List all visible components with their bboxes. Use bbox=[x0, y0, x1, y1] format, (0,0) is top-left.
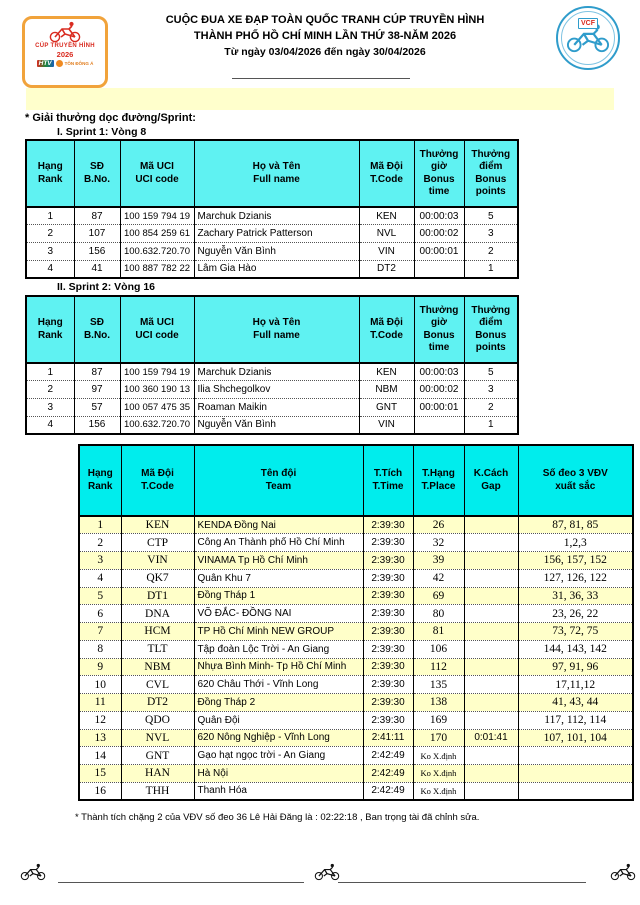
table-row bbox=[26, 399, 518, 417]
table-cell: DT2 bbox=[359, 260, 414, 278]
table-cell: 3 bbox=[26, 399, 74, 417]
sprint-section-title: * Giải thưởng dọc đường/Sprint: bbox=[25, 112, 196, 124]
column-header: Họ và Tên Full name bbox=[194, 296, 359, 363]
table-cell: 32 bbox=[413, 534, 464, 552]
table-cell: 156 bbox=[74, 416, 120, 434]
table-cell: 0:01:41 bbox=[464, 729, 518, 747]
table-cell: 4 bbox=[26, 416, 74, 434]
cyclist-icon bbox=[314, 862, 340, 882]
table-cell bbox=[464, 694, 518, 712]
table-cell: 69 bbox=[413, 587, 464, 605]
table-row bbox=[79, 782, 633, 800]
cyclist-icon bbox=[48, 21, 82, 43]
table-cell: 156 bbox=[74, 243, 120, 261]
table-cell: 2:39:30 bbox=[363, 676, 413, 694]
race-dates: Từ ngày 03/04/2026 đến ngày 30/04/2026 bbox=[224, 46, 426, 58]
table-cell: Zachary Patrick Patterson bbox=[194, 225, 359, 243]
table-cell: 1 bbox=[464, 416, 518, 434]
table-cell: 11 bbox=[79, 694, 121, 712]
table-cell: TLT bbox=[121, 640, 194, 658]
document-header bbox=[110, 12, 540, 60]
table-cell: 2 bbox=[26, 381, 74, 399]
column-header: T.Tích T.Time bbox=[363, 445, 413, 516]
table-cell: 4 bbox=[79, 569, 121, 587]
table-cell: Nhựa Bình Minh- Tp Hồ Chí Minh bbox=[194, 658, 363, 676]
left-logo-title: CÚP TRUYỀN HÌNH bbox=[35, 43, 95, 49]
table-cell: 87 bbox=[74, 207, 120, 225]
table-row bbox=[79, 729, 633, 747]
table-cell: KEN bbox=[359, 363, 414, 381]
table-cell: 9 bbox=[79, 658, 121, 676]
table-row bbox=[26, 416, 518, 434]
column-header: Thưởng giờ Bonus time bbox=[414, 296, 464, 363]
table-row bbox=[26, 363, 518, 381]
table-cell bbox=[464, 765, 518, 783]
htv-logo: HTV bbox=[38, 60, 52, 67]
table-row bbox=[26, 225, 518, 243]
table-cell: Ilia Shchegolkov bbox=[194, 381, 359, 399]
table-cell: Nguyễn Văn Bình bbox=[194, 243, 359, 261]
table-cell: Roaman Maikin bbox=[194, 399, 359, 417]
table-cell bbox=[464, 623, 518, 641]
table-row bbox=[79, 587, 633, 605]
table-cell: TP Hồ Chí Minh NEW GROUP bbox=[194, 623, 363, 641]
table-cell: 5 bbox=[464, 363, 518, 381]
table-cell: VINAMA Tp Hồ Chí Minh bbox=[194, 552, 363, 570]
table-cell bbox=[464, 676, 518, 694]
table-cell: 3 bbox=[464, 225, 518, 243]
table-cell: 3 bbox=[464, 381, 518, 399]
cup-truyen-hinh-logo bbox=[22, 16, 108, 88]
page-title-line1: CUỘC ĐUA XE ĐẠP TOÀN QUỐC TRANH CÚP TRUYỀN HÌNH bbox=[165, 14, 485, 26]
signature-line bbox=[58, 882, 304, 883]
table-cell bbox=[464, 640, 518, 658]
table-cell bbox=[464, 516, 518, 534]
table-row bbox=[79, 605, 633, 623]
table-cell: 2:39:30 bbox=[363, 516, 413, 534]
left-logo-year: 2026 bbox=[56, 50, 74, 59]
table-cell: 14 bbox=[79, 747, 121, 765]
table-cell: NBM bbox=[359, 381, 414, 399]
table-cell: 100 360 190 13 bbox=[120, 381, 194, 399]
table-row bbox=[79, 623, 633, 641]
table-cell: Ko X.định bbox=[413, 782, 464, 800]
table-cell bbox=[518, 765, 633, 783]
table-cell: 2:42:49 bbox=[363, 747, 413, 765]
table-cell: 100.632.720.70 bbox=[120, 416, 194, 434]
table-cell: 1 bbox=[26, 207, 74, 225]
table-cell: DNA bbox=[121, 605, 194, 623]
table-cell: 81 bbox=[413, 623, 464, 641]
table-cell: 13 bbox=[79, 729, 121, 747]
table-cell: 2:39:30 bbox=[363, 640, 413, 658]
table-cell: 97, 91, 96 bbox=[518, 658, 633, 676]
table-cell: CVL bbox=[121, 676, 194, 694]
table-cell: Công An Thành phố Hồ Chí Minh bbox=[194, 534, 363, 552]
table-cell: Hà Nội bbox=[194, 765, 363, 783]
table-cell: 2:39:30 bbox=[363, 658, 413, 676]
table-cell: 57 bbox=[74, 399, 120, 417]
table-cell bbox=[414, 260, 464, 278]
table-cell: 156, 157, 152 bbox=[518, 552, 633, 570]
table-cell: Đồng Tháp 1 bbox=[194, 587, 363, 605]
table-row bbox=[79, 765, 633, 783]
table-cell: 138 bbox=[413, 694, 464, 712]
table-cell: 41 bbox=[74, 260, 120, 278]
ton-dong-a-icon bbox=[56, 60, 63, 67]
column-header: SĐ B.No. bbox=[74, 296, 120, 363]
table-row bbox=[26, 207, 518, 225]
table-cell: GNT bbox=[121, 747, 194, 765]
table-cell: Quân Đội bbox=[194, 711, 363, 729]
table-cell: 106 bbox=[413, 640, 464, 658]
table-cell: HCM bbox=[121, 623, 194, 641]
table-cell: 2 bbox=[464, 243, 518, 261]
table-cell bbox=[464, 747, 518, 765]
table-cell: Marchuk Dzianis bbox=[194, 363, 359, 381]
table-cell: 2:39:30 bbox=[363, 569, 413, 587]
table-cell: 00:00:03 bbox=[414, 363, 464, 381]
table-cell: 00:00:02 bbox=[414, 225, 464, 243]
table-cell bbox=[464, 658, 518, 676]
column-header: Mã Đội T.Code bbox=[121, 445, 194, 516]
table-row bbox=[79, 516, 633, 534]
table-cell: 2 bbox=[464, 399, 518, 417]
table-cell: 87 bbox=[74, 363, 120, 381]
table-cell: 100 159 794 19 bbox=[120, 207, 194, 225]
table-cell: Tập đoàn Lộc Trời - An Giang bbox=[194, 640, 363, 658]
table-cell: 170 bbox=[413, 729, 464, 747]
table-cell: KEN bbox=[359, 207, 414, 225]
table-cell: 117, 112, 114 bbox=[518, 711, 633, 729]
table-cell: DT1 bbox=[121, 587, 194, 605]
vcf-logo bbox=[556, 6, 620, 70]
table-cell: 100 159 794 19 bbox=[120, 363, 194, 381]
table-cell: 2:39:30 bbox=[363, 623, 413, 641]
table-cell: 41, 43, 44 bbox=[518, 694, 633, 712]
column-header: Họ và Tên Full name bbox=[194, 140, 359, 207]
table-cell: VIN bbox=[121, 552, 194, 570]
table-cell: 16 bbox=[79, 782, 121, 800]
sprint2-title: II. Sprint 2: Vòng 16 bbox=[57, 281, 156, 293]
highlight-bar bbox=[26, 88, 614, 110]
table-row bbox=[79, 658, 633, 676]
table-cell bbox=[464, 569, 518, 587]
table-cell: 100 887 782 22 bbox=[120, 260, 194, 278]
table-cell: 2 bbox=[26, 225, 74, 243]
table-cell: 00:00:02 bbox=[414, 381, 464, 399]
table-cell: Thanh Hóa bbox=[194, 782, 363, 800]
table-cell: 39 bbox=[413, 552, 464, 570]
table-cell: 17,11,12 bbox=[518, 676, 633, 694]
table-cell: 8 bbox=[79, 640, 121, 658]
table-cell: 100 057 475 35 bbox=[120, 399, 194, 417]
table-cell: 144, 143, 142 bbox=[518, 640, 633, 658]
table-cell: NBM bbox=[121, 658, 194, 676]
table-row bbox=[79, 676, 633, 694]
column-header: Thưởng điểm Bonus points bbox=[464, 296, 518, 363]
table-cell bbox=[464, 605, 518, 623]
table-cell: 3 bbox=[79, 552, 121, 570]
table-cell: THH bbox=[121, 782, 194, 800]
cyclist-icon bbox=[20, 862, 46, 882]
table-cell: Lâm Gia Hào bbox=[194, 260, 359, 278]
table-cell: 1,2,3 bbox=[518, 534, 633, 552]
column-header: Mã UCI UCI code bbox=[120, 296, 194, 363]
column-header: Số đeo 3 VĐV xuất sắc bbox=[518, 445, 633, 516]
table-cell: 42 bbox=[413, 569, 464, 587]
table-cell: 4 bbox=[26, 260, 74, 278]
table-cell: Đồng Tháp 2 bbox=[194, 694, 363, 712]
table-cell: 620 Châu Thới - Vĩnh Long bbox=[194, 676, 363, 694]
column-header: Hạng Rank bbox=[26, 296, 74, 363]
table-cell: 31, 36, 33 bbox=[518, 587, 633, 605]
column-header: T.Hạng T.Place bbox=[413, 445, 464, 516]
table-row bbox=[26, 381, 518, 399]
table-cell: 135 bbox=[413, 676, 464, 694]
column-header: Hạng Rank bbox=[79, 445, 121, 516]
table-cell: QDO bbox=[121, 711, 194, 729]
column-header: Mã UCI UCI code bbox=[120, 140, 194, 207]
table-cell: HAN bbox=[121, 765, 194, 783]
table-cell bbox=[464, 534, 518, 552]
table-cell: 5 bbox=[79, 587, 121, 605]
table-cell: 2:39:30 bbox=[363, 534, 413, 552]
column-header: Hạng Rank bbox=[26, 140, 74, 207]
table-cell: 2 bbox=[79, 534, 121, 552]
table-cell: Quân Khu 7 bbox=[194, 569, 363, 587]
table-cell bbox=[464, 552, 518, 570]
table-cell: CTP bbox=[121, 534, 194, 552]
page-title-line2: THÀNH PHỐ HỒ CHÍ MINH LẦN THỨ 38-NĂM 2026 bbox=[193, 30, 457, 42]
table-cell: 97 bbox=[74, 381, 120, 399]
cyclist-icon bbox=[610, 862, 636, 882]
table-cell: 2:39:30 bbox=[363, 711, 413, 729]
table-cell: VIN bbox=[359, 416, 414, 434]
table-cell: KEN bbox=[121, 516, 194, 534]
table-cell: KENDA Đồng Nai bbox=[194, 516, 363, 534]
table-row bbox=[79, 640, 633, 658]
sprint2-table bbox=[25, 295, 519, 435]
footnote: * Thành tích chặng 2 của VĐV số đeo 36 Lê Hải Đăng là : 02:22:18 , Ban trọng tài đã chỉnh sửa. bbox=[75, 812, 480, 823]
table-cell: 15 bbox=[79, 765, 121, 783]
header-row bbox=[26, 296, 518, 363]
header-row bbox=[79, 445, 633, 516]
table-cell: Ko X.định bbox=[413, 747, 464, 765]
table-cell: 169 bbox=[413, 711, 464, 729]
table-cell: 12 bbox=[79, 711, 121, 729]
table-row bbox=[79, 552, 633, 570]
table-cell: 10 bbox=[79, 676, 121, 694]
table-cell: Nguyễn Văn Bình bbox=[194, 416, 359, 434]
table-cell: 100.632.720.70 bbox=[120, 243, 194, 261]
table-cell: 112 bbox=[413, 658, 464, 676]
table-row bbox=[79, 694, 633, 712]
sprint1-title: I. Sprint 1: Vòng 8 bbox=[57, 126, 147, 138]
table-cell: Gạo hạt ngọc trời - An Giang bbox=[194, 747, 363, 765]
table-row bbox=[26, 243, 518, 261]
table-cell: 00:00:01 bbox=[414, 399, 464, 417]
table-cell: GNT bbox=[359, 399, 414, 417]
table-cell: VÕ ĐẮC- ĐỒNG NAI bbox=[194, 605, 363, 623]
table-row bbox=[79, 747, 633, 765]
header-divider bbox=[232, 78, 410, 79]
column-header: SĐ B.No. bbox=[74, 140, 120, 207]
table-cell: 2:39:30 bbox=[363, 694, 413, 712]
column-header: Thưởng giờ Bonus time bbox=[414, 140, 464, 207]
table-cell: Marchuk Dzianis bbox=[194, 207, 359, 225]
vcf-label: VCF bbox=[578, 18, 598, 29]
table-cell: 26 bbox=[413, 516, 464, 534]
column-header: Mã Đội T.Code bbox=[359, 296, 414, 363]
table-row bbox=[26, 260, 518, 278]
column-header: Mã Đội T.Code bbox=[359, 140, 414, 207]
table-cell: 127, 126, 122 bbox=[518, 569, 633, 587]
table-cell: 2:39:30 bbox=[363, 587, 413, 605]
table-cell bbox=[464, 711, 518, 729]
table-cell bbox=[414, 416, 464, 434]
table-cell: 100 854 259 61 bbox=[120, 225, 194, 243]
table-cell: 107, 101, 104 bbox=[518, 729, 633, 747]
table-cell: 1 bbox=[26, 363, 74, 381]
team-standings-table bbox=[78, 444, 634, 801]
signature-line bbox=[338, 882, 586, 883]
table-cell bbox=[518, 747, 633, 765]
table-cell: NVL bbox=[359, 225, 414, 243]
left-logo-sponsor: TÔN ĐÔNG Á bbox=[64, 61, 94, 66]
table-cell: 1 bbox=[79, 516, 121, 534]
table-cell: 23, 26, 22 bbox=[518, 605, 633, 623]
column-header: Thưởng điểm Bonus points bbox=[464, 140, 518, 207]
table-cell: 2:42:49 bbox=[363, 782, 413, 800]
table-cell bbox=[464, 782, 518, 800]
table-cell: 87, 81, 85 bbox=[518, 516, 633, 534]
table-cell: NVL bbox=[121, 729, 194, 747]
column-header: K.Cách Gap bbox=[464, 445, 518, 516]
table-cell: 2:41:11 bbox=[363, 729, 413, 747]
table-cell: 620 Nông Nghiệp - Vĩnh Long bbox=[194, 729, 363, 747]
table-cell: 6 bbox=[79, 605, 121, 623]
table-cell: Ko X.định bbox=[413, 765, 464, 783]
sprint1-table bbox=[25, 139, 519, 279]
table-cell: 1 bbox=[464, 260, 518, 278]
table-row bbox=[79, 569, 633, 587]
table-cell: 2:39:30 bbox=[363, 605, 413, 623]
table-cell: 107 bbox=[74, 225, 120, 243]
table-cell: VIN bbox=[359, 243, 414, 261]
header-row bbox=[26, 140, 518, 207]
table-cell bbox=[464, 587, 518, 605]
table-cell: 2:42:49 bbox=[363, 765, 413, 783]
table-cell: 80 bbox=[413, 605, 464, 623]
table-cell bbox=[518, 782, 633, 800]
table-cell: 2:39:30 bbox=[363, 552, 413, 570]
table-cell: DT2 bbox=[121, 694, 194, 712]
table-cell: 00:00:03 bbox=[414, 207, 464, 225]
column-header: Tên đội Team bbox=[194, 445, 363, 516]
table-cell: 73, 72, 75 bbox=[518, 623, 633, 641]
table-cell: QK7 bbox=[121, 569, 194, 587]
table-cell: 3 bbox=[26, 243, 74, 261]
table-cell: 5 bbox=[464, 207, 518, 225]
table-row bbox=[79, 711, 633, 729]
table-cell: 00:00:01 bbox=[414, 243, 464, 261]
table-cell: 7 bbox=[79, 623, 121, 641]
table-row bbox=[79, 534, 633, 552]
